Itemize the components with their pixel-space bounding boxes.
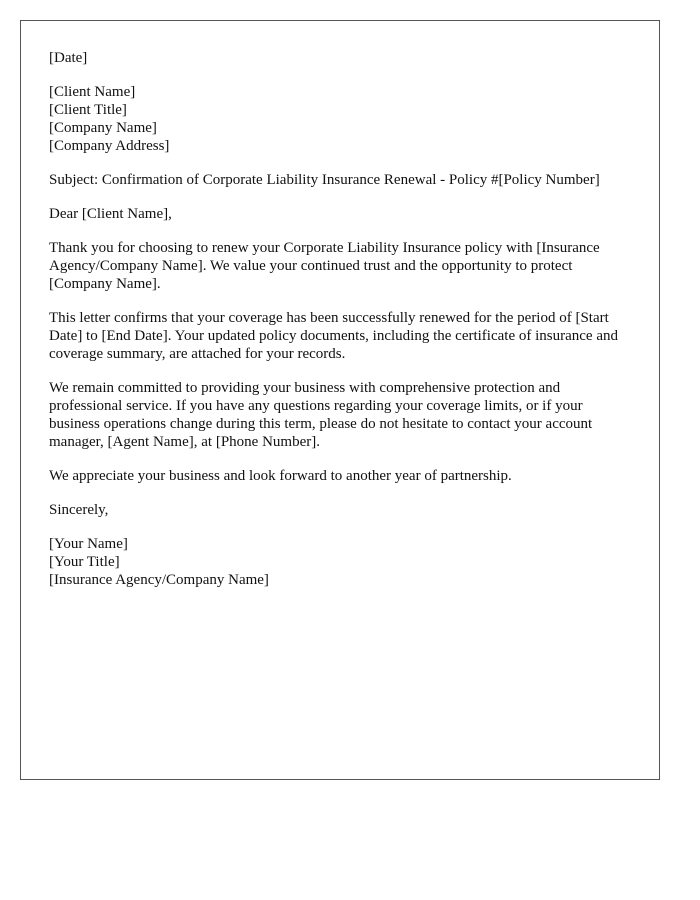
letter-body	[49, 49, 634, 605]
body-paragraph-4: We appreciate your business and look forward to another year of partnership.	[49, 468, 512, 484]
subject-line: Subject: Confirmation of Corporate Liability Insurance Renewal - Policy #[Policy Number]	[49, 172, 600, 188]
body-paragraph-3: We remain committed to providing your business with comprehensive protection and professional service. If you have any questions regarding your coverage limits, or if your business operations change during this term, please do not hesitate to contact your account manager, [Agent Name], at [Phone Number].	[49, 380, 593, 450]
date-block	[49, 49, 634, 67]
body-paragraph-2: This letter confirms that your coverage has been successfully renewed for the period of [Start Date] to [End Date]. Your updated policy documents, including the certificate of insurance and coverage summary, are attached for your records.	[49, 310, 618, 362]
signature-company: [Insurance Agency/Company Name]	[49, 572, 269, 588]
letter-date: [Date]	[49, 50, 88, 66]
salutation: Dear [Client Name],	[49, 206, 172, 222]
recipient-address: [Company Address]	[49, 138, 170, 154]
recipient-block	[49, 83, 634, 155]
letter-page	[20, 20, 660, 780]
signature-name: [Your Name]	[49, 536, 128, 552]
closing: Sincerely,	[49, 502, 109, 518]
recipient-company: [Company Name]	[49, 120, 157, 136]
signature-block	[49, 535, 634, 589]
recipient-name: [Client Name]	[49, 84, 136, 100]
recipient-title: [Client Title]	[49, 102, 127, 118]
signature-title: [Your Title]	[49, 554, 120, 570]
body-paragraph-1: Thank you for choosing to renew your Corporate Liability Insurance policy with [Insurance Agency/Company Name]. We value your continued trust and the opportunity to protect [Company Name].	[49, 240, 600, 292]
